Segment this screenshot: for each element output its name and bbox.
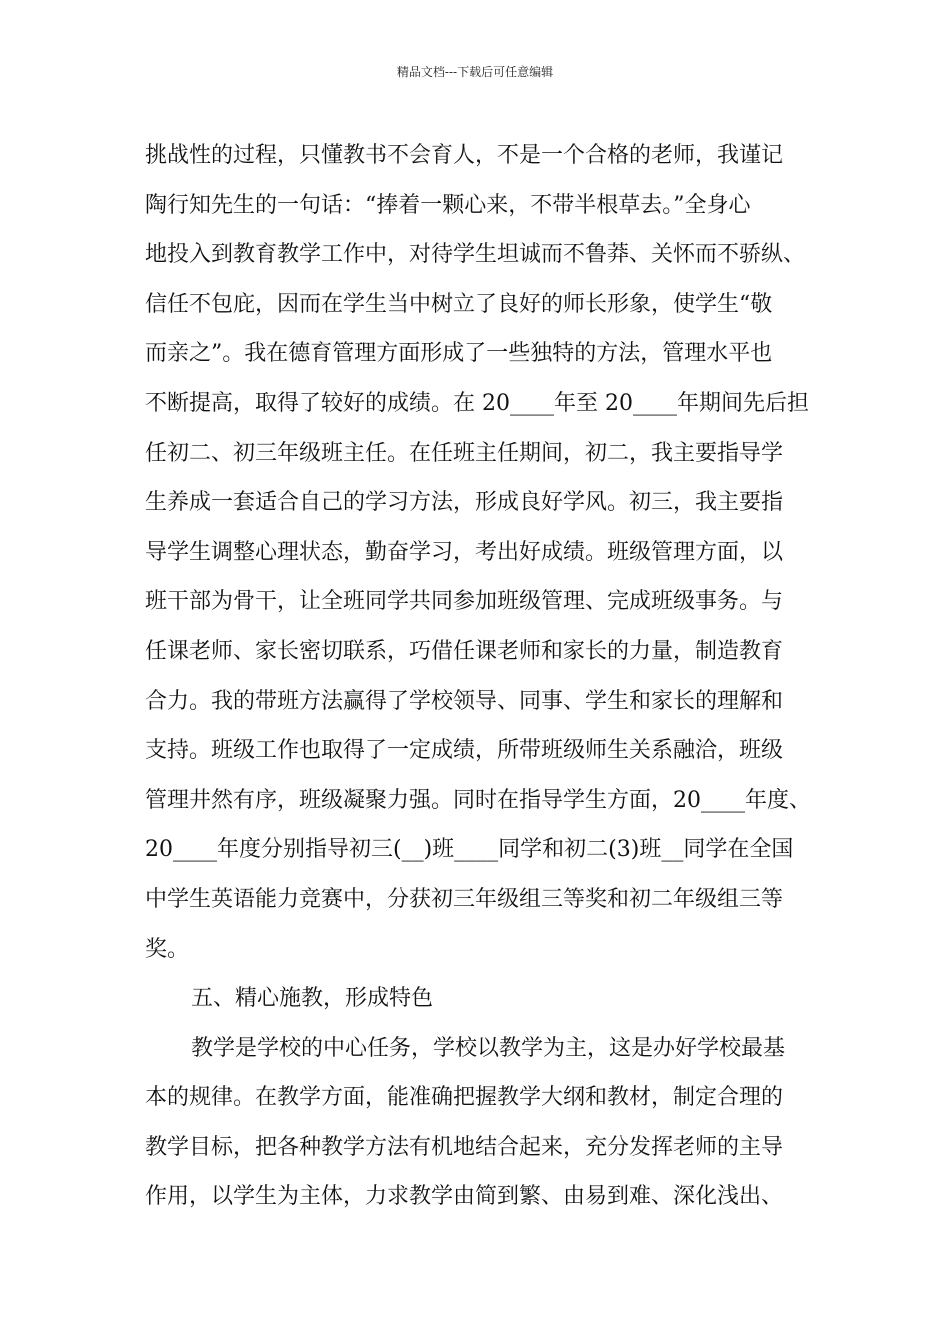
text-line: 而亲之”。我在德育管理方面形成了一些独特的方法，管理水平也: [145, 341, 773, 367]
text-line: 地投入到教育教学工作中，对待学生坦诚而不鲁莽、关怀而不骄纵、: [145, 242, 806, 268]
text-line: 本的规律。在教学方面，能准确把握教学大纲和教材，制定合理的: [145, 1085, 784, 1111]
text-line: 信任不包庇，因而在学生当中树立了良好的师长形象，使学生“敬: [145, 291, 773, 317]
text-line: 支持。班级工作也取得了一定成绩，所带班级师生关系融洽，班级: [145, 738, 784, 764]
text-line: 不断提高，取得了较好的成绩。在 20____年至 20____年期间先后担: [145, 390, 809, 416]
text-line: 挑战性的过程，只懂教书不会育人，不是一个合格的老师，我谨记: [145, 143, 784, 168]
text-line: 生养成一套适合自己的学习方法，形成良好学风。初三，我主要指: [145, 490, 784, 516]
paragraph: [145, 131, 810, 974]
section-heading: 五、精心施教，形成特色: [191, 986, 434, 1012]
text-line: 教学目标，把各种教学方法有机地结合起来，充分发挥老师的主导: [145, 1134, 784, 1160]
text-line: 奖。: [145, 936, 190, 962]
text-line: 20____年度分别指导初三(__)班____同学和初二(3)班__同学在全国: [145, 837, 794, 863]
text-line: 班干部为骨干，让全班同学共同参加班级管理、完成班级事务。与: [145, 589, 784, 615]
text-line: 导学生调整心理状态，勤奋学习，考出好成绩。班级管理方面，以: [145, 539, 784, 565]
text-line: 合力。我的带班方法赢得了学校领导、同事、学生和家长的理解和: [145, 688, 784, 714]
page-header: 精品文档---下载后可任意编辑: [396, 65, 554, 79]
text-line: 陶行知先生的一句话：“捧着一颗心来，不带半根草去。”全身心: [145, 192, 751, 218]
text-line: 管理井然有序，班级凝聚力强。同时在指导学生方面，20____年度、: [145, 787, 811, 813]
text-line: 中学生英语能力竞赛中，分获初三年级组三等奖和初二年级组三等: [145, 886, 784, 912]
document-body: [145, 131, 810, 1222]
text-line: 任课老师、家长密切联系，巧借任课老师和家长的力量，制造教育: [145, 638, 784, 664]
paragraph: [145, 1024, 810, 1222]
text-line: 作用，以学生为主体，力求教学由简到繁、由易到难、深化浅出、: [145, 1184, 784, 1210]
text-line: 教学是学校的中心任务，学校以教学为主，这是办好学校最基: [191, 1035, 786, 1061]
text-line: 任初二、初三年级班主任。在任班主任期间，初二，我主要指导学: [145, 440, 784, 466]
